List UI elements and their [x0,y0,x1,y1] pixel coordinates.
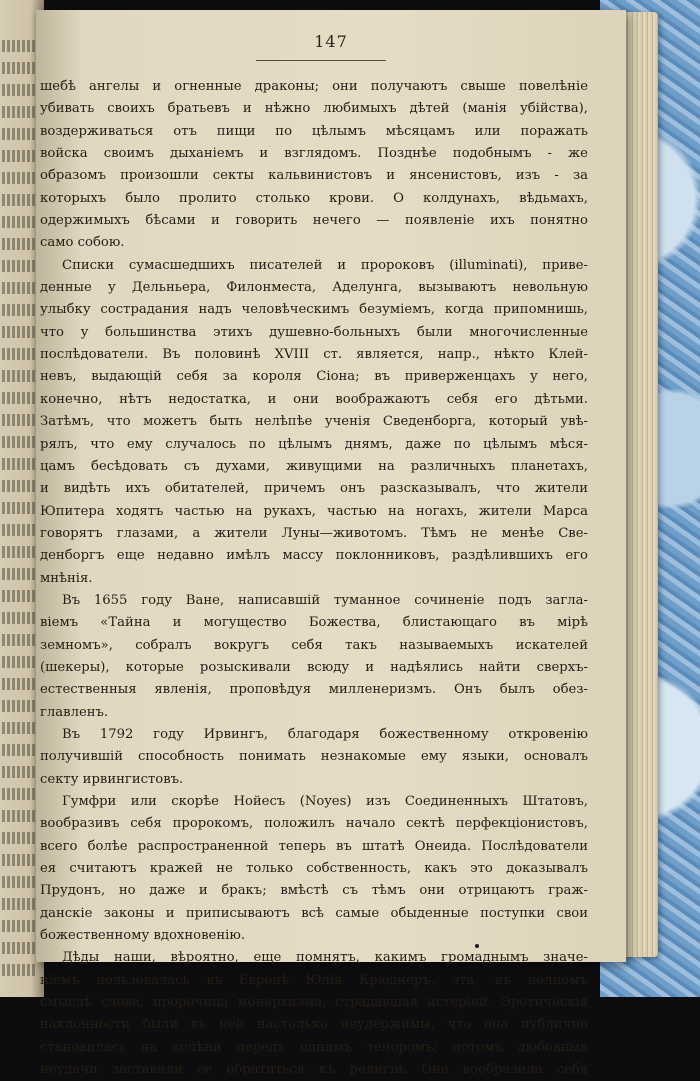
text-line: рялъ, что ему случалось по цѣлымъ днямъ, даже по цѣлымъ мѣся- [40,436,588,452]
text-line: воздерживаться отъ пищи по цѣлымъ мѣсяцамъ или поражать [40,123,588,139]
text-line: наклонности были въ ней настолько неудержимы, что она публично [40,1017,588,1033]
facing-page-line [2,326,36,338]
facing-page-line [2,810,36,822]
facing-page-line [2,590,36,602]
text-line: данскіе законы и приписываютъ всѣ самые обыденные поступки свои [40,905,588,921]
facing-page-line [2,260,36,272]
text-line: невъ, выдающій себя за короля Сіона; въ приверженцахъ у него, [40,369,588,385]
facing-page-line [2,172,36,184]
facing-page-line [2,722,36,734]
text-line: главленъ. [40,704,109,720]
facing-page-line [2,920,36,932]
text-line: (шекеры), которые розыскивали всюду и надѣялись найти сверхъ- [40,659,588,675]
text-line: образомъ произошли секты кальвинистовъ и янсенистовъ, изъ - за [40,168,588,184]
text-line: денные у Дельньера, Филонместа, Аделунга, вызываютъ невольную [40,280,588,296]
text-line: становилась на колѣни передъ однимъ теноромъ; потомъ любовныя [40,1039,588,1055]
facing-page-line [2,766,36,778]
facing-page-line [2,700,36,712]
facing-page-line [2,502,36,514]
text-line: Списки сумасшедшихъ писателей и пророковъ (illuminati), приве- [62,257,588,273]
text-line: которыхъ было пролито столько крови. О колдунахъ, вѣдьмахъ, [40,190,588,206]
text-line: смыслѣ слова, пророчица монархизма, страдавшая истеріей. Эротическія [40,995,588,1011]
text-line: всего болѣе распространенной теперь въ штатѣ Онеида. Послѣдователи [40,838,588,854]
facing-page-line [2,832,36,844]
facing-page-line [2,942,36,954]
facing-page-line [2,414,36,426]
facing-page-line [2,392,36,404]
facing-page-line [2,84,36,96]
facing-page-line [2,634,36,646]
facing-page-line [2,348,36,360]
book-page [36,10,626,1078]
text-line: получившій способность понимать незнакомые ему языки, основалъ [40,749,588,765]
text-line: Дѣды наши, вѣроятно, еще помнятъ, какимъ громаднымъ значе- [62,950,588,966]
facing-page-line [2,150,36,162]
text-line: шебѣ ангелы и огненные драконы; они получаютъ свыше повелѣніе [40,79,588,94]
facing-page-line [2,656,36,668]
facing-page-line [2,62,36,74]
text-line: Прудонъ, но даже и бракъ; вмѣстѣ съ тѣмъ они отрицаютъ граж- [40,883,588,899]
facing-page-line [2,964,36,976]
page-number: 147 [314,32,348,51]
text-line: послѣдователи. Въ половинѣ XVIII ст. является, напр., нѣкто Клей- [40,347,588,363]
text-line: вообразивъ себя пророкомъ, положилъ начало сектѣ перфекціонистовъ, [40,816,588,832]
text-line: мнѣнія. [40,570,93,586]
text-line: что у большинства этихъ душевно-больныхъ были многочисленные [40,324,588,340]
ink-dot [475,944,479,948]
facing-page-line [2,370,36,382]
text-line: конечно, нѣтъ недостатка, и они воображаютъ себя его дѣтьми. [40,391,588,407]
facing-page-line [2,612,36,624]
text-line: земномъ», собралъ вокругъ себя такъ называемыхъ искателей [40,637,588,653]
text-line: убивать своихъ братьевъ и нѣжно любимыхъ дѣтей (манія убійства), [40,101,588,117]
facing-page-line [2,304,36,316]
text-line: Юпитера ходятъ частью на рукахъ, частью на ногахъ, жители Марса [40,503,588,519]
facing-page-line [2,788,36,800]
facing-page-line [2,238,36,250]
facing-page-line [2,678,36,690]
text-line: Затѣмъ, что можетъ быть нелѣпѣе ученія Сведенборга, который увѣ- [40,414,588,430]
facing-page-line [2,854,36,866]
facing-page-line [2,876,36,888]
text-line: неудачи заставили ее обратиться къ религіи. Она вообразила себя [40,1062,588,1078]
facing-page-line [2,546,36,558]
facing-page-line [2,128,36,140]
text-line: цамъ бесѣдовать съ духами, живущими на различныхъ планетахъ, [40,458,588,474]
body-text [40,76,588,1081]
text-line: говорятъ глазами, а жители Луны—животомъ. Тѣмъ не менѣе Све- [40,525,588,541]
text-line: секту ирвингистовъ. [40,771,184,787]
text-line: само собою. [40,235,125,251]
text-line: денборгъ еще недавно имѣлъ массу поклонниковъ, раздѣлившихъ его [40,548,588,564]
facing-page-line [2,568,36,580]
facing-page-line [2,480,36,492]
text-line: ніемъ пользовалась въ Европѣ Юлія Крюднеръ, эта, въ полномъ [40,972,588,988]
facing-page-line [2,458,36,470]
facing-page-line [2,744,36,756]
facing-page-line [2,194,36,206]
facing-page-line [2,282,36,294]
text-line: божественному вдохновенію. [40,928,246,944]
text-line: войска своимъ дыханіемъ и взглядомъ. Позднѣе подобнымъ - же [40,146,588,162]
text-line: и видѣть ихъ обитателей, причемъ онъ разсказывалъ, что жители [40,481,588,497]
text-line: Гумфри или скорѣе Нойесъ (Noyes) изъ Соединенныхъ Штатовъ, [62,794,588,809]
facing-page-line [2,436,36,448]
facing-page-line [2,898,36,910]
facing-page-line [2,106,36,118]
text-line: одержимыхъ бѣсами и говорить нечего — появленіе ихъ понятно [40,213,588,229]
facing-page-line [2,524,36,536]
text-line: естественныя явленія, проповѣдуя милленеризмъ. Онъ былъ обез- [40,682,588,698]
text-line: улыбку сострадания надъ человѣческимъ безуміемъ, когда припомнишь, [40,302,588,318]
text-line: ея считаютъ кражей не только собственность, какъ это доказывалъ [40,861,588,877]
facing-page-line [2,40,36,52]
text-line: віемъ «Тайна и могущество Божества, блистающаго въ мірѣ [40,615,588,631]
text-line: Въ 1792 году Ирвингъ, благодаря божественному откровенію [62,726,588,742]
facing-page-line [2,216,36,228]
page-number-rule [256,60,386,61]
text-line: Въ 1655 году Ване, написавшій туманное сочиненіе подъ загла- [62,592,588,608]
